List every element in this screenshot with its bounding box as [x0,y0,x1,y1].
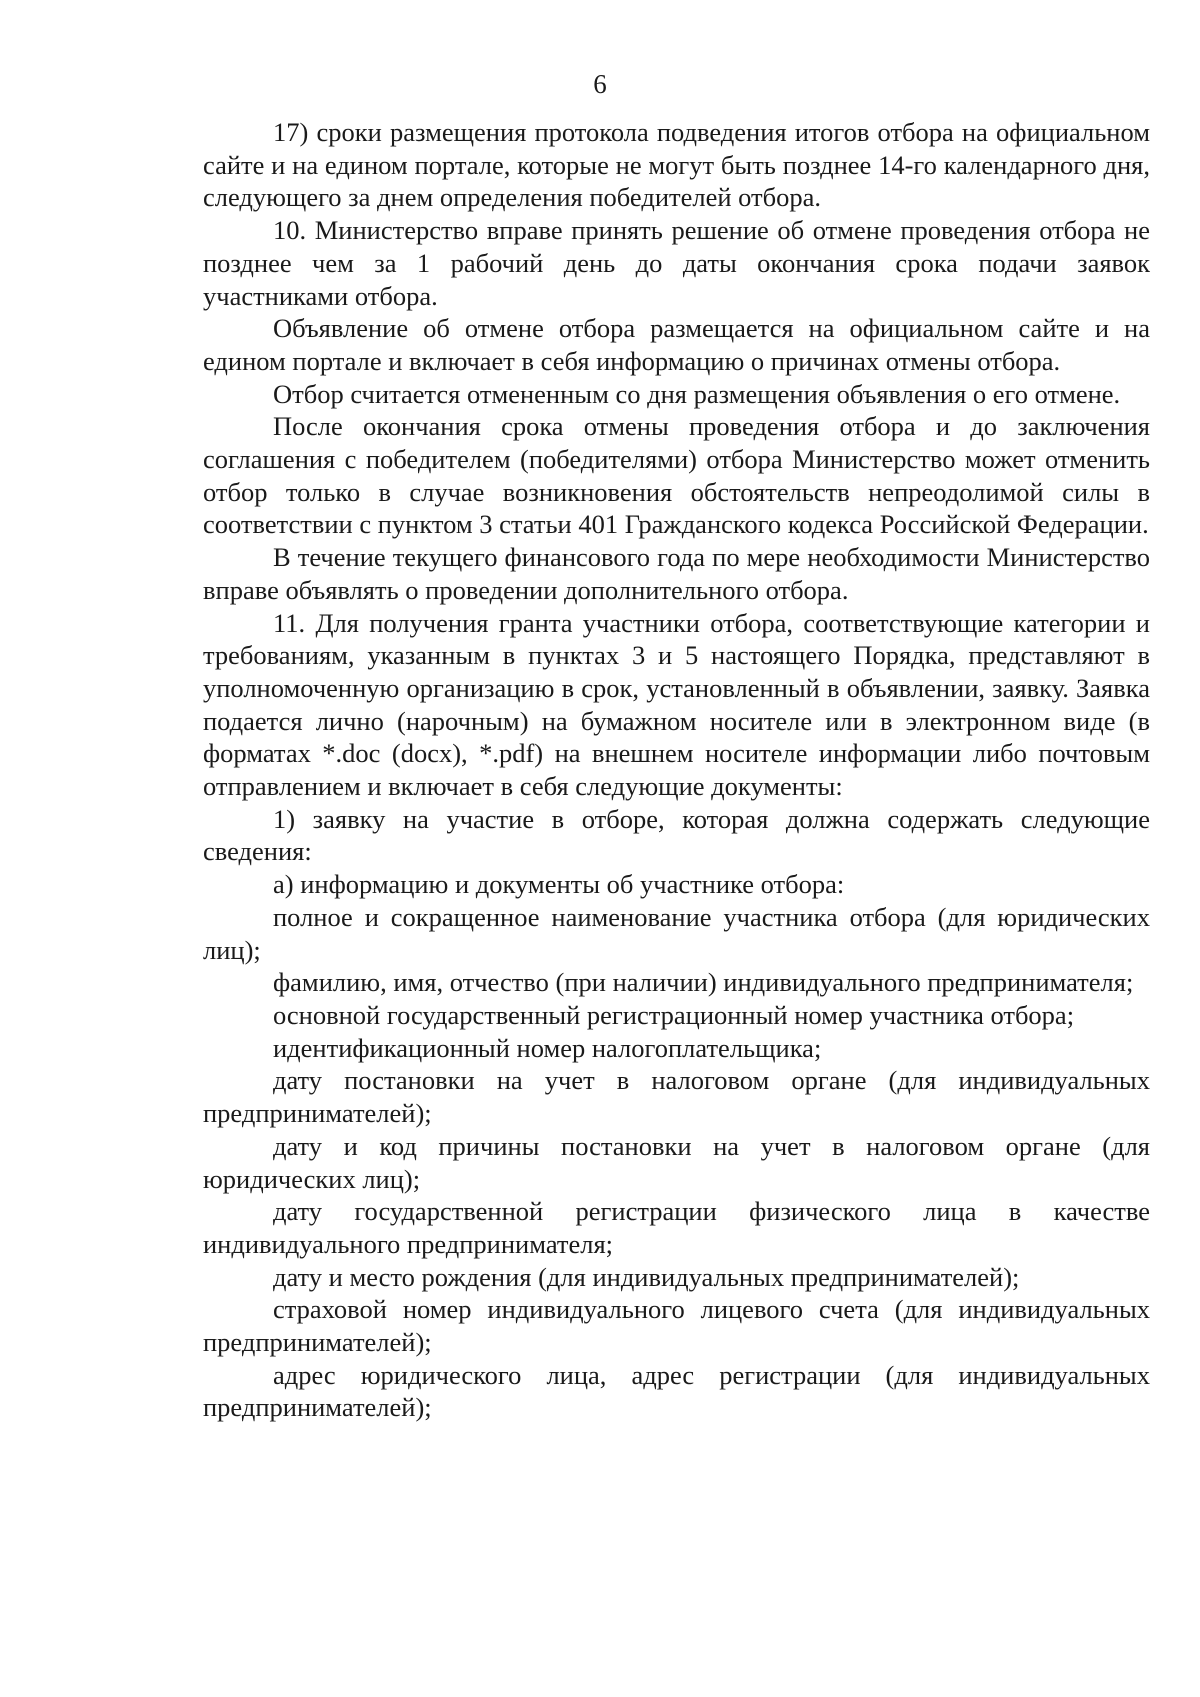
list-item-full-name: полное и сокращенное наименование участника отбора (для юридических лиц); [203,901,1150,965]
paragraph-additional-selection: В течение текущего финансового года по мере необходимости Министерство вправе объявлять о проведении дополнительного отбора. [203,542,1150,605]
list-item-address: адрес юридического лица, адрес регистрации (для индивидуальных предпринимателей); [203,1359,1150,1423]
list-item-ogrn: основной государственный регистрационный номер участника отбора; [273,999,1075,1030]
list-item-snils: страховой номер индивидуального лицевого счета (для индивидуальных предпринимателей); [203,1294,1150,1358]
document-body [203,116,1150,1424]
list-item-inn: идентификационный номер налогоплательщика; [273,1032,822,1063]
paragraph-clause-11: 11. Для получения гранта участники отбора, соответствующие категории и требованиям, указанным в пунктах 3 и 5 настоящего Порядка, представляют в уполномоченную организацию в срок, установленный в объявлении, заявку. Заявка подается лично (нарочным) на бумажном носителе или в электронном виде (в форматах *.doc (docx), *.pdf) на внешнем носителе информации либо почтовым отправлением и включает в себя следующие документы: [203,607,1150,802]
list-item-entrepreneur-name: фамилию, имя, отчество (при наличии) индивидуального предпринимателя; [273,967,1134,998]
page-number: 6 [593,69,607,99]
paragraph-subitem-a: а) информацию и документы об участнике отбора: [273,869,845,900]
paragraph-item-17: 17) сроки размещения протокола подведения итогов отбора на официальном сайте и на едином портале, которые не могут быть позднее 14-го календарного дня, следующего за днем определения победителей отбора. [203,117,1150,213]
paragraph-application-item-1: 1) заявку на участие в отборе, которая должна содержать следующие сведения: [203,803,1150,867]
list-item-kpp: дату и код причины постановки на учет в налоговом органе (для юридических лиц); [203,1130,1150,1194]
paragraph-cancel-effective: Отбор считается отмененным со дня размещения объявления о его отмене. [273,378,1121,409]
paragraph-force-majeure: После окончания срока отмены проведения отбора и до заключения соглашения с победителем (победителями) отбора Министерство может отменить отбор только в случае возникновения обстоятельств непреодолимой силы в соответствии с пунктом 3 статьи 401 Гражданского кодекса Российской Федерации. [203,411,1150,540]
list-item-birth-date-place: дату и место рождения (для индивидуальных предпринимателей); [273,1261,1020,1292]
list-item-tax-registration-date: дату постановки на учет в налоговом органе (для индивидуальных предпринимателей); [203,1065,1150,1129]
paragraph-cancel-announcement: Объявление об отмене отбора размещается на официальном сайте и на едином портале и включает в себя информацию о причинах отмены отбора. [203,313,1150,376]
list-item-state-registration-date: дату государственной регистрации физического лица в качестве индивидуального предпринимателя; [203,1196,1150,1259]
paragraph-clause-10: 10. Министерство вправе принять решение об отмене проведения отбора не позднее чем за 1 рабочий день до даты окончания срока подачи заявок участниками отбора. [203,215,1150,311]
